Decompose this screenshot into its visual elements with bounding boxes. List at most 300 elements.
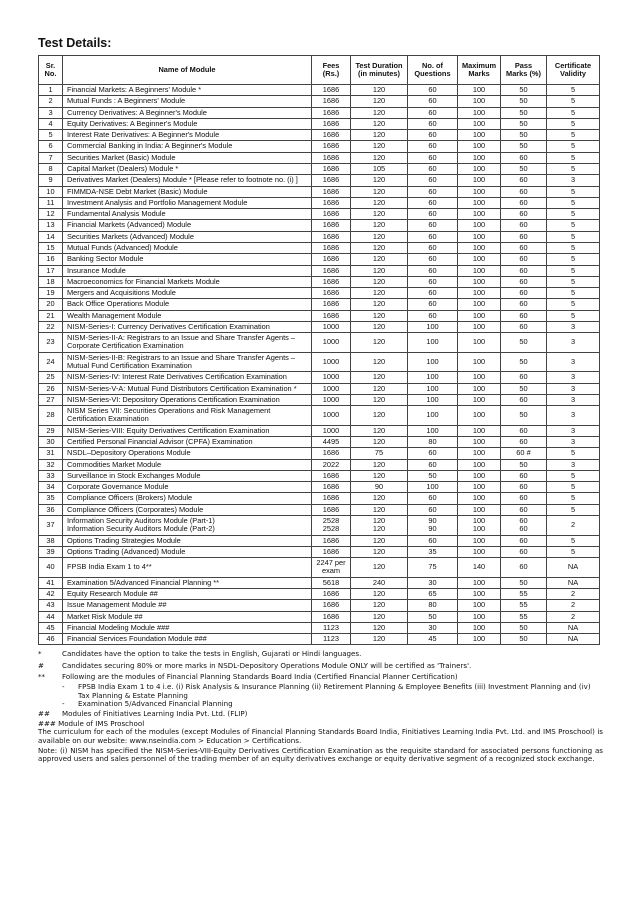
duration-cell: 90 xyxy=(351,482,408,493)
duration-cell: 120 xyxy=(351,546,408,557)
max-marks-cell: 100 xyxy=(458,352,501,372)
validity-cell: 3 xyxy=(547,352,600,372)
validity-cell: 5 xyxy=(547,504,600,515)
questions-cell: 60 xyxy=(408,310,458,321)
table-row xyxy=(39,231,600,242)
questions-cell: 60 xyxy=(408,299,458,310)
module-name-cell: Securities Markets (Advanced) Module xyxy=(63,231,312,242)
max-marks-cell: 100 xyxy=(458,321,501,332)
table-row xyxy=(39,425,600,436)
max-marks-cell: 100 xyxy=(458,310,501,321)
curriculum-note: The curriculum for each of the modules (except Modules of Financial Planning Standards Board India, Finitiatives Learning India Pvt. Ltd. and IMS Proschool) is available on our website: www.nseindia.com > Education > Certifications. xyxy=(38,727,603,745)
module-name-cell: Commercial Banking in India: A Beginner's Module xyxy=(63,141,312,152)
sr-no-cell: 36 xyxy=(39,504,63,515)
validity-cell: 5 xyxy=(547,546,600,557)
module-name-cell: NISM-Series-IV: Interest Rate Derivatives Certification Examination xyxy=(63,372,312,383)
duration-cell: 120 xyxy=(351,321,408,332)
pass-marks-cell: 50 xyxy=(501,577,547,588)
fees-cell: 1686 xyxy=(312,288,351,299)
pass-marks-cell: 60 xyxy=(501,152,547,163)
max-marks-cell: 100 xyxy=(458,242,501,253)
fees-cell: 1686 xyxy=(312,254,351,265)
module-name-cell: Mergers and Acquisitions Module xyxy=(63,288,312,299)
validity-cell: 5 xyxy=(547,310,600,321)
table-row xyxy=(39,383,600,394)
validity-cell: 5 xyxy=(547,288,600,299)
table-row xyxy=(39,577,600,588)
questions-cell: 100 xyxy=(408,383,458,394)
duration-cell: 120 xyxy=(351,352,408,372)
validity-cell: 3 xyxy=(547,383,600,394)
max-marks-cell: 100 xyxy=(458,406,501,426)
table-row xyxy=(39,372,600,383)
max-marks-cell: 100 xyxy=(458,372,501,383)
table-row xyxy=(39,163,600,174)
table-row xyxy=(39,333,600,353)
table-row xyxy=(39,546,600,557)
duration-cell: 120 xyxy=(351,588,408,599)
module-name-cell: Banking Sector Module xyxy=(63,254,312,265)
fees-cell: 1686 xyxy=(312,118,351,129)
validity-cell: 3 xyxy=(547,459,600,470)
module-name-cell: NISM-Series-V-A: Mutual Fund Distributors Certification Examination * xyxy=(63,383,312,394)
duration-cell: 120 xyxy=(351,96,408,107)
sr-no-cell: 25 xyxy=(39,372,63,383)
table-row xyxy=(39,406,600,426)
pass-marks-cell: 60 xyxy=(501,288,547,299)
col-header-max-marks: Maximum Marks xyxy=(458,56,501,85)
duration-cell: 120 xyxy=(351,611,408,622)
module-name-cell: Market Risk Module ## xyxy=(63,611,312,622)
questions-cell: 30 xyxy=(408,577,458,588)
fees-cell: 4495 xyxy=(312,437,351,448)
duration-cell: 120 xyxy=(351,333,408,353)
pass-marks-cell: 60 xyxy=(501,254,547,265)
max-marks-cell: 100 xyxy=(458,394,501,405)
pass-marks-cell: 50 xyxy=(501,459,547,470)
validity-cell: 5 xyxy=(547,254,600,265)
duration-cell: 120 xyxy=(351,152,408,163)
module-name-cell: Financial Markets: A Beginners' Module * xyxy=(63,85,312,96)
duration-cell: 120 xyxy=(351,231,408,242)
fees-cell: 1686 xyxy=(312,163,351,174)
fees-cell: 1000 xyxy=(312,425,351,436)
questions-cell: 60 xyxy=(408,107,458,118)
table-row xyxy=(39,600,600,611)
max-marks-cell: 100 xyxy=(458,504,501,515)
sr-no-cell: 44 xyxy=(39,611,63,622)
pass-marks-cell: 60 xyxy=(501,242,547,253)
max-marks-cell: 100 100 xyxy=(458,515,501,535)
validity-cell: 3 xyxy=(547,406,600,426)
module-name-cell: Investment Analysis and Portfolio Management Module xyxy=(63,197,312,208)
footnote-star: * Candidates have the option to take the tests in English, Gujarati or Hindi languages. xyxy=(38,649,362,659)
max-marks-cell: 100 xyxy=(458,175,501,186)
validity-cell: 5 xyxy=(547,242,600,253)
fees-cell: 1123 xyxy=(312,634,351,645)
table-row xyxy=(39,220,600,231)
questions-cell: 60 xyxy=(408,163,458,174)
sr-no-cell: 30 xyxy=(39,437,63,448)
pass-marks-cell: 60 xyxy=(501,493,547,504)
validity-cell: 5 xyxy=(547,85,600,96)
pass-marks-cell: 55 xyxy=(501,600,547,611)
table-header-row xyxy=(39,56,600,85)
module-name-cell: NISM Series VII: Securities Operations and Risk Management Certification Examination xyxy=(63,406,312,426)
module-name-cell: Financial Modeling Module ### xyxy=(63,622,312,633)
pass-marks-cell: 60 xyxy=(501,186,547,197)
max-marks-cell: 100 xyxy=(458,482,501,493)
fees-cell: 1686 xyxy=(312,470,351,481)
validity-cell: 5 xyxy=(547,186,600,197)
duration-cell: 120 xyxy=(351,186,408,197)
table-row xyxy=(39,448,600,459)
validity-cell: 2 xyxy=(547,600,600,611)
sr-no-cell: 1 xyxy=(39,85,63,96)
pass-marks-cell: 60 xyxy=(501,482,547,493)
fees-cell: 1686 xyxy=(312,96,351,107)
sr-no-cell: 18 xyxy=(39,276,63,287)
sr-no-cell: 33 xyxy=(39,470,63,481)
pass-marks-cell: 60 xyxy=(501,504,547,515)
module-name-cell: Mutual Funds : A Beginners' Module xyxy=(63,96,312,107)
duration-cell: 120 xyxy=(351,622,408,633)
pass-marks-cell: 60 xyxy=(501,265,547,276)
sr-no-cell: 2 xyxy=(39,96,63,107)
fees-cell: 1686 xyxy=(312,220,351,231)
table-row xyxy=(39,611,600,622)
questions-cell: 60 xyxy=(408,85,458,96)
validity-cell: 5 xyxy=(547,197,600,208)
pass-marks-cell: 50 xyxy=(501,118,547,129)
table-row xyxy=(39,175,600,186)
col-header-fees: Fees (Rs.) xyxy=(312,56,351,85)
module-name-cell: Interest Rate Derivatives: A Beginner's Module xyxy=(63,130,312,141)
sr-no-cell: 17 xyxy=(39,265,63,276)
pass-marks-cell: 60 xyxy=(501,535,547,546)
table-row xyxy=(39,254,600,265)
module-name-cell: Currency Derivatives: A Beginner's Module xyxy=(63,107,312,118)
table-row xyxy=(39,96,600,107)
validity-cell: 5 xyxy=(547,482,600,493)
fees-cell: 1686 xyxy=(312,310,351,321)
fees-cell: 1000 xyxy=(312,372,351,383)
duration-cell: 120 xyxy=(351,437,408,448)
footnote-sub-item-2: - Examination 5/Advanced Financial Planning xyxy=(62,699,233,709)
pass-marks-cell: 60 xyxy=(501,372,547,383)
max-marks-cell: 100 xyxy=(458,96,501,107)
max-marks-cell: 100 xyxy=(458,493,501,504)
pass-marks-cell: 55 xyxy=(501,611,547,622)
table-row xyxy=(39,276,600,287)
col-header-certificate-validity: Certificate Validity xyxy=(547,56,600,85)
validity-cell: 3 xyxy=(547,394,600,405)
module-name-cell: Securities Market (Basic) Module xyxy=(63,152,312,163)
max-marks-cell: 100 xyxy=(458,535,501,546)
fees-cell: 5618 xyxy=(312,577,351,588)
module-name-cell: NISM-Series-I: Currency Derivatives Certification Examination xyxy=(63,321,312,332)
table-row xyxy=(39,152,600,163)
questions-cell: 75 xyxy=(408,558,458,578)
col-header-module-name: Name of Module xyxy=(63,56,312,85)
module-name-cell: NISM-Series-VIII: Equity Derivatives Certification Examination xyxy=(63,425,312,436)
fees-cell: 1686 xyxy=(312,546,351,557)
questions-cell: 100 xyxy=(408,333,458,353)
fees-cell: 1000 xyxy=(312,406,351,426)
max-marks-cell: 100 xyxy=(458,220,501,231)
pass-marks-cell: 60 xyxy=(501,546,547,557)
module-name-cell: Equity Research Module ## xyxy=(63,588,312,599)
table-row xyxy=(39,588,600,599)
sr-no-cell: 8 xyxy=(39,163,63,174)
sr-no-cell: 24 xyxy=(39,352,63,372)
duration-cell: 120 xyxy=(351,470,408,481)
max-marks-cell: 100 xyxy=(458,425,501,436)
duration-cell: 120 xyxy=(351,175,408,186)
sr-no-cell: 13 xyxy=(39,220,63,231)
table-row xyxy=(39,186,600,197)
sr-no-cell: 16 xyxy=(39,254,63,265)
pass-marks-cell: 60 xyxy=(501,209,547,220)
sr-no-cell: 21 xyxy=(39,310,63,321)
max-marks-cell: 140 xyxy=(458,558,501,578)
validity-cell: 5 xyxy=(547,448,600,459)
max-marks-cell: 100 xyxy=(458,276,501,287)
duration-cell: 120 xyxy=(351,394,408,405)
sr-no-cell: 40 xyxy=(39,558,63,578)
fees-cell: 1686 xyxy=(312,276,351,287)
max-marks-cell: 100 xyxy=(458,107,501,118)
duration-cell: 120 xyxy=(351,209,408,220)
footnotes xyxy=(38,650,603,763)
module-name-cell: Compliance Officers (Brokers) Module xyxy=(63,493,312,504)
pass-marks-cell: 60 60 xyxy=(501,515,547,535)
table-row xyxy=(39,85,600,96)
duration-cell: 120 xyxy=(351,276,408,287)
sr-no-cell: 5 xyxy=(39,130,63,141)
pass-marks-cell: 55 xyxy=(501,588,547,599)
sr-no-cell: 46 xyxy=(39,634,63,645)
max-marks-cell: 100 xyxy=(458,470,501,481)
sr-no-cell: 37 xyxy=(39,515,63,535)
max-marks-cell: 100 xyxy=(458,299,501,310)
sr-no-cell: 34 xyxy=(39,482,63,493)
validity-cell: NA xyxy=(547,558,600,578)
module-name-cell: Commodities Market Module xyxy=(63,459,312,470)
footnote-triple-hash: ### Module of IMS Proschool xyxy=(38,718,145,728)
duration-cell: 120 xyxy=(351,383,408,394)
max-marks-cell: 100 xyxy=(458,333,501,353)
questions-cell: 100 xyxy=(408,406,458,426)
table-row xyxy=(39,310,600,321)
duration-cell: 120 xyxy=(351,558,408,578)
sr-no-cell: 10 xyxy=(39,186,63,197)
validity-cell: 5 xyxy=(547,96,600,107)
pass-marks-cell: 60 xyxy=(501,425,547,436)
validity-cell: 5 xyxy=(547,209,600,220)
duration-cell: 120 xyxy=(351,265,408,276)
max-marks-cell: 100 xyxy=(458,634,501,645)
max-marks-cell: 100 xyxy=(458,288,501,299)
questions-cell: 60 xyxy=(408,231,458,242)
validity-cell: 5 xyxy=(547,152,600,163)
duration-cell: 120 xyxy=(351,493,408,504)
sr-no-cell: 7 xyxy=(39,152,63,163)
questions-cell: 60 xyxy=(408,175,458,186)
duration-cell: 120 xyxy=(351,535,408,546)
validity-cell: 3 xyxy=(547,437,600,448)
table-row xyxy=(39,197,600,208)
questions-cell: 100 xyxy=(408,372,458,383)
questions-cell: 60 xyxy=(408,288,458,299)
fees-cell: 1686 xyxy=(312,242,351,253)
table-row xyxy=(39,130,600,141)
col-header-sr-no: Sr. No. xyxy=(39,56,63,85)
table-row xyxy=(39,470,600,481)
module-name-cell: Surveillance in Stock Exchanges Module xyxy=(63,470,312,481)
pass-marks-cell: 50 xyxy=(501,163,547,174)
col-header-test-duration: Test Duration (in minutes) xyxy=(351,56,408,85)
sr-no-cell: 11 xyxy=(39,197,63,208)
duration-cell: 120 xyxy=(351,299,408,310)
duration-cell: 120 xyxy=(351,254,408,265)
duration-cell: 120 xyxy=(351,372,408,383)
max-marks-cell: 100 xyxy=(458,588,501,599)
pass-marks-cell: 60 xyxy=(501,299,547,310)
pass-marks-cell: 60 xyxy=(501,321,547,332)
max-marks-cell: 100 xyxy=(458,130,501,141)
fees-cell: 1686 xyxy=(312,85,351,96)
module-name-cell: Certified Personal Financial Advisor (CPFA) Examination xyxy=(63,437,312,448)
max-marks-cell: 100 xyxy=(458,85,501,96)
validity-cell: 3 xyxy=(547,425,600,436)
validity-cell: 5 xyxy=(547,493,600,504)
pass-marks-cell: 50 xyxy=(501,107,547,118)
fees-cell: 1686 xyxy=(312,186,351,197)
pass-marks-cell: 60 xyxy=(501,310,547,321)
pass-marks-cell: 60 xyxy=(501,231,547,242)
module-name-cell: Information Security Auditors Module (Part-1) Information Security Auditors Module (Part-2) xyxy=(63,515,312,535)
max-marks-cell: 100 xyxy=(458,231,501,242)
duration-cell: 120 xyxy=(351,600,408,611)
module-name-cell: NISM-Series-II-B: Registrars to an Issue and Share Transfer Agents – Mutual Fund Certification Examination xyxy=(63,352,312,372)
fees-cell: 1686 xyxy=(312,197,351,208)
table-row xyxy=(39,459,600,470)
module-name-cell: Capital Market (Dealers) Module * xyxy=(63,163,312,174)
fees-cell: 1000 xyxy=(312,352,351,372)
max-marks-cell: 100 xyxy=(458,546,501,557)
duration-cell: 105 xyxy=(351,163,408,174)
questions-cell: 80 xyxy=(408,437,458,448)
questions-cell: 60 xyxy=(408,186,458,197)
pass-marks-cell: 60 xyxy=(501,220,547,231)
questions-cell: 100 xyxy=(408,321,458,332)
validity-cell: 5 xyxy=(547,220,600,231)
max-marks-cell: 100 xyxy=(458,163,501,174)
questions-cell: 30 xyxy=(408,622,458,633)
duration-cell: 120 xyxy=(351,118,408,129)
validity-cell: 5 xyxy=(547,163,600,174)
pass-marks-cell: 60 xyxy=(501,394,547,405)
questions-cell: 60 xyxy=(408,459,458,470)
table-row xyxy=(39,535,600,546)
validity-cell: 3 xyxy=(547,372,600,383)
module-name-cell: Mutual Funds (Advanced) Module xyxy=(63,242,312,253)
validity-cell: 2 xyxy=(547,588,600,599)
duration-cell: 120 xyxy=(351,197,408,208)
duration-cell: 120 xyxy=(351,634,408,645)
questions-cell: 60 xyxy=(408,265,458,276)
sr-no-cell: 19 xyxy=(39,288,63,299)
questions-cell: 60 xyxy=(408,197,458,208)
module-name-cell: Options Trading (Advanced) Module xyxy=(63,546,312,557)
validity-cell: 5 xyxy=(547,231,600,242)
duration-cell: 240 xyxy=(351,577,408,588)
questions-cell: 80 xyxy=(408,600,458,611)
questions-cell: 60 xyxy=(408,209,458,220)
fees-cell: 1686 xyxy=(312,141,351,152)
sr-no-cell: 45 xyxy=(39,622,63,633)
sr-no-cell: 3 xyxy=(39,107,63,118)
validity-cell: 5 xyxy=(547,118,600,129)
questions-cell: 60 xyxy=(408,504,458,515)
duration-cell: 120 xyxy=(351,288,408,299)
duration-cell: 75 xyxy=(351,448,408,459)
fees-cell: 1123 xyxy=(312,622,351,633)
nism-note: Note: (i) NISM has specified the NISM-Series-VIII-Equity Derivatives Certification Examination as the requisite standard for associated persons functioning as approved users and sales personnel of the trading member of an equity derivatives exchange or equity derivative segment of a recognized stock exchange. xyxy=(38,745,603,764)
validity-cell: 2 xyxy=(547,515,600,535)
validity-cell: 5 xyxy=(547,265,600,276)
fees-cell: 1686 xyxy=(312,152,351,163)
fees-cell: 1686 xyxy=(312,107,351,118)
sr-no-cell: 35 xyxy=(39,493,63,504)
table-row xyxy=(39,622,600,633)
pass-marks-cell: 50 xyxy=(501,141,547,152)
sr-no-cell: 38 xyxy=(39,535,63,546)
fees-cell: 1000 xyxy=(312,383,351,394)
max-marks-cell: 100 xyxy=(458,152,501,163)
fees-cell: 1686 xyxy=(312,611,351,622)
col-header-questions: No. of Questions xyxy=(408,56,458,85)
questions-cell: 100 xyxy=(408,394,458,405)
pass-marks-cell: 50 xyxy=(501,130,547,141)
sr-no-cell: 31 xyxy=(39,448,63,459)
max-marks-cell: 100 xyxy=(458,448,501,459)
sr-no-cell: 23 xyxy=(39,333,63,353)
table-row xyxy=(39,209,600,220)
pass-marks-cell: 60 xyxy=(501,558,547,578)
table-row xyxy=(39,352,600,372)
module-name-cell: Compliance Officers (Corporates) Module xyxy=(63,504,312,515)
questions-cell: 60 xyxy=(408,493,458,504)
table-row xyxy=(39,141,600,152)
questions-cell: 60 xyxy=(408,96,458,107)
sr-no-cell: 15 xyxy=(39,242,63,253)
pass-marks-cell: 50 xyxy=(501,406,547,426)
questions-cell: 100 xyxy=(408,482,458,493)
fees-cell: 1686 xyxy=(312,231,351,242)
pass-marks-cell: 60 xyxy=(501,175,547,186)
table-row xyxy=(39,265,600,276)
fees-cell: 1686 xyxy=(312,209,351,220)
module-name-cell: Insurance Module xyxy=(63,265,312,276)
duration-cell: 120 xyxy=(351,504,408,515)
validity-cell: 5 xyxy=(547,470,600,481)
module-name-cell: Options Trading Strategies Module xyxy=(63,535,312,546)
validity-cell: 5 xyxy=(547,535,600,546)
max-marks-cell: 100 xyxy=(458,383,501,394)
questions-cell: 60 xyxy=(408,220,458,231)
